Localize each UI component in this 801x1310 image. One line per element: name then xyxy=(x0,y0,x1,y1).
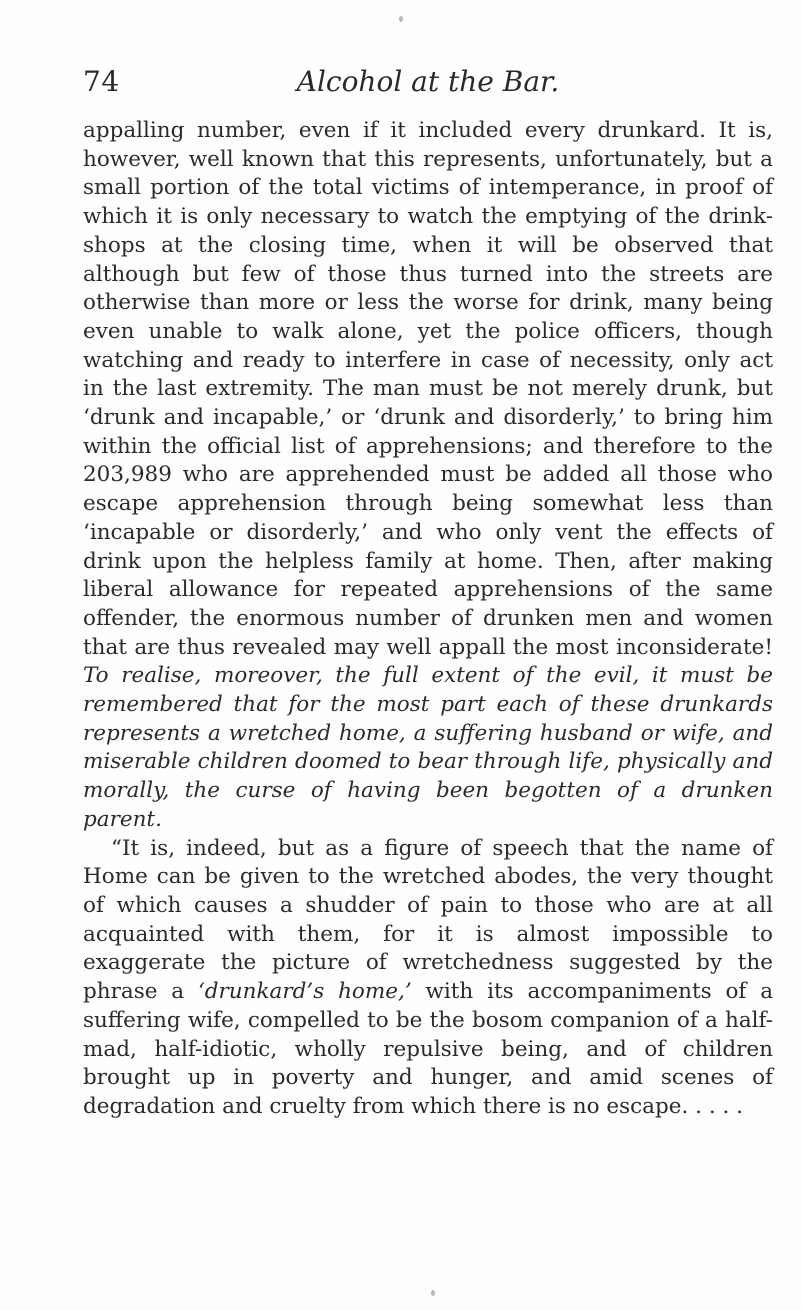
paragraph-2-italic-phrase: ‘drunkard’s home,’ xyxy=(197,979,412,1005)
paper-speck xyxy=(431,1290,435,1296)
paragraph-2 xyxy=(83,835,773,1122)
page-header xyxy=(83,65,773,105)
paragraph-1-text: appalling number, even if it included every drunkard. It is, however, well known that this represents, unfortunately, but a small portion of the total victims of intemperance, in proof of which it is only necessary to watch the emptying of the drink-shops at the closing time, when it will be observed that although but few of those thus turned into the streets are otherwise than more or less the worse for drink, many being even unable to walk alone, yet the police officers, though watching and ready to interfere in case of necessity, only act in the last extremity. The man must be not merely drunk, but ‘drunk and incapable,’ or ‘drunk and disorderly,’ to bring him within the official list of apprehensions; and therefore to the 203,989 who are apprehended must be added all those who escape apprehension through being somewhat less than ‘incapable or disorderly,’ and who only vent the effects of drink upon the helpless family at home. Then, after making liberal allowance for repeated apprehensions of the same offender, the enormous number of drunken men and women that are thus revealed may well appall the most inconsiderate! xyxy=(83,118,773,660)
paragraph-1-italic-text: To realise, moreover, the full extent of the evil, it must be remembered that for the most part each of these drunkards represents a wretched home, a suffering husband or wife, and miserable children doomed to bear through life, physically and morally, the curse of having been begotten of a drunken parent. xyxy=(83,663,773,832)
running-title: Alcohol at the Bar. xyxy=(296,65,560,98)
paper-speck xyxy=(399,16,403,22)
page-number: 74 xyxy=(83,65,120,98)
body-text xyxy=(83,117,773,1122)
paragraph-2-text-start: “It is, indeed, but as a figure of speech that the name of Home can be given to the wretched abodes, the very thought of which causes a shudder of pain to those who are at all acquainted with them, for it is almost impossible to exaggerate the picture of wretchedness suggested by the phrase a xyxy=(83,835,773,1005)
paragraph-2-text-end: with its accompaniments of a suffering wife, compelled to be the bosom companion of a half-mad, half-idiotic, wholly repulsive being, and of children brought up in poverty and hunger, and amid scenes of degradation and cruelty from which there is no escape. . . . . xyxy=(83,979,774,1119)
paragraph-1 xyxy=(83,117,773,835)
